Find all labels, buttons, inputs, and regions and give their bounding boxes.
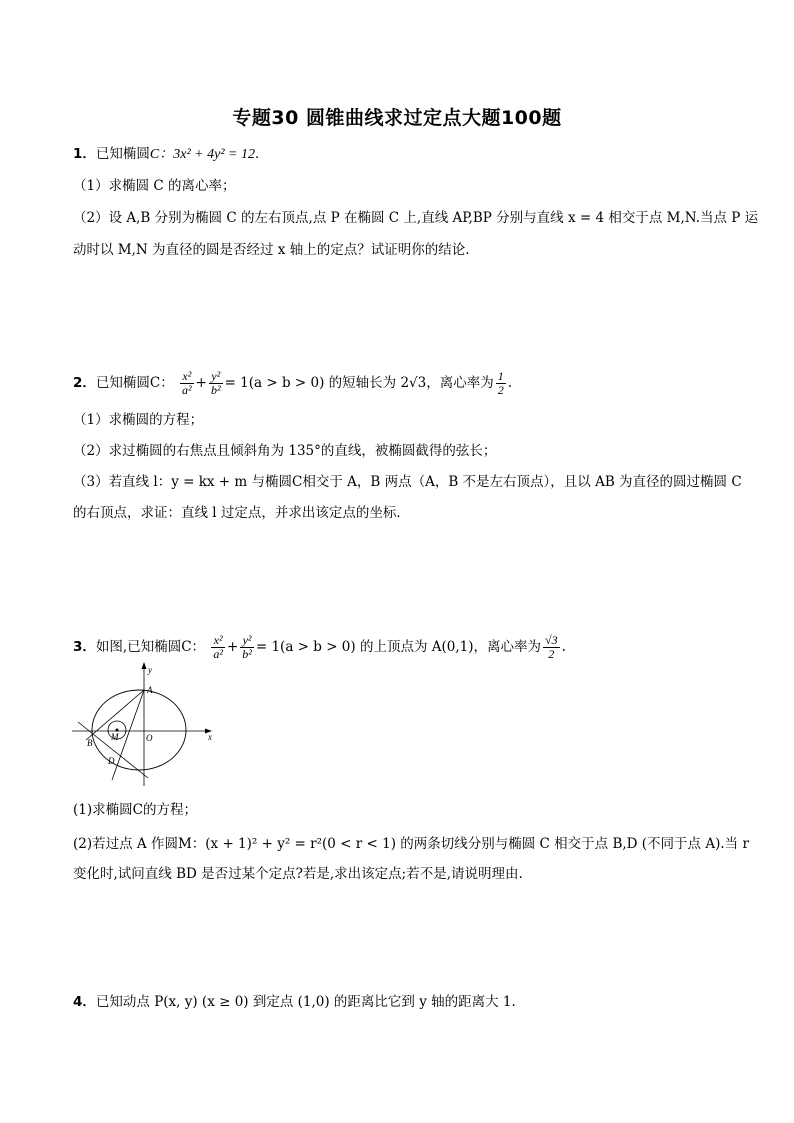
q2-text-b: = 1(a > b > 0) 的短轴长为 2√3，离心率为 xyxy=(224,375,494,391)
q2-fraction-eccentricity xyxy=(496,370,506,397)
q1-equation: 3x² + 4y² = 12 xyxy=(173,147,255,162)
q3-frac2-numerator: y² xyxy=(240,634,254,648)
q3-part2-line1: (2)若过点 A 作圆M：(x + 1)² + y² = r²(0 < r < 1) 的两条切线分别与椭圆 C 相交于点 B,D (不同于点 A).当 r xyxy=(73,836,749,852)
q2-period: . xyxy=(507,375,513,391)
figure-label-d: D xyxy=(108,756,115,766)
q3-part2-line2: 变化时,试问直线 BD 是否过某个定点?若是,求出该定点;若不是,请说明理由. xyxy=(73,866,523,882)
q3-fraction-y xyxy=(240,634,254,661)
q2-frac3-denominator: 2 xyxy=(497,383,504,397)
q1-statement xyxy=(73,144,268,165)
q3-period: . xyxy=(561,639,566,655)
figure-label-o: O xyxy=(146,733,153,743)
q3-frac1-numerator: x² xyxy=(211,634,225,648)
q1-curve-name: C： xyxy=(149,147,174,162)
q3-fraction-eccentricity xyxy=(543,634,560,661)
q2-frac3-numerator: 1 xyxy=(497,369,504,383)
q2-part3-line1: （3）若直线 l：y = kx + m 与椭圆C相交于 A，B 两点（A，B 不是左右顶点），且以 AB 为直径的圆过椭圆 C xyxy=(73,474,742,490)
q2-frac1-denominator: a² xyxy=(182,383,192,397)
q1-period: ． xyxy=(254,146,269,162)
q1-part2-line2: 动时以 M,N 为直径的圆是否经过 x 轴上的定点？试证明你的结论. xyxy=(73,242,470,258)
q4-number: 4． xyxy=(73,994,96,1010)
q3-text-a: 如图,已知椭圆C： xyxy=(95,639,206,655)
q1-text-a: 已知椭圆 xyxy=(95,146,150,162)
q2-part1: （1）求椭圆的方程； xyxy=(73,412,204,428)
figure-ellipse xyxy=(92,690,186,770)
q3-frac2-denominator: b² xyxy=(242,647,252,661)
figure-y-arrow xyxy=(142,662,147,669)
q1-part1: （1）求椭圆 C 的离心率； xyxy=(73,178,236,194)
page-title: 专题30 圆锥曲线求过定点大题100题 xyxy=(232,107,562,129)
q2-frac2-numerator: y² xyxy=(209,370,223,384)
figure-label-a: A xyxy=(147,685,153,695)
q2-plus: + xyxy=(195,375,207,391)
q3-plus: + xyxy=(226,639,239,655)
q3-number: 3． xyxy=(73,639,96,655)
q2-part2: （2）求过椭圆的右焦点且倾斜角为 135°的直线，被椭圆截得的弦长； xyxy=(73,443,497,459)
q2-fraction-x xyxy=(180,370,194,397)
q2-text-a: 已知椭圆C： xyxy=(95,375,174,391)
q1-part2-line1: （2）设 A,B 分别为椭圆 C 的左右顶点,点 P 在椭圆 C 上,直线 AP,BP 分别与直线 x = 4 相交于点 M,N.当点 P 运 xyxy=(73,210,759,226)
q1-number: 1． xyxy=(73,146,96,162)
q2-fraction-y xyxy=(209,370,223,397)
figure-label-y: y xyxy=(148,665,152,675)
figure-label-b: B xyxy=(87,738,93,748)
q3-statement xyxy=(73,634,566,661)
figure-label-m: M xyxy=(111,732,119,742)
q2-statement xyxy=(73,370,512,397)
q4-text: 已知动点 P(x, y) (x ≥ 0) 到定点 (1,0) 的距离比它到 y 轴的距离大 1. xyxy=(95,994,516,1010)
q3-frac3-denominator: 2 xyxy=(548,647,555,661)
q2-frac1-numerator: x² xyxy=(180,370,194,384)
q3-part1: (1)求椭圆C的方程； xyxy=(73,802,197,818)
figure-line-bd xyxy=(78,722,148,778)
q3-text-b: = 1(a > b > 0) 的上顶点为 A(0,1)，离心率为 xyxy=(255,639,541,655)
q3-frac1-denominator: a² xyxy=(213,647,223,661)
q3-ellipse-figure xyxy=(68,660,228,790)
figure-label-x: x xyxy=(208,732,212,742)
q2-number: 2． xyxy=(73,375,96,391)
q2-part3-line2: 的右顶点，求证：直线 l 过定点，并求出该定点的坐标． xyxy=(73,505,410,521)
q3-frac3-numerator: √3 xyxy=(545,633,558,647)
q2-frac2-denominator: b² xyxy=(210,383,221,397)
q3-fraction-x xyxy=(211,634,225,661)
q4-statement xyxy=(73,992,516,1012)
